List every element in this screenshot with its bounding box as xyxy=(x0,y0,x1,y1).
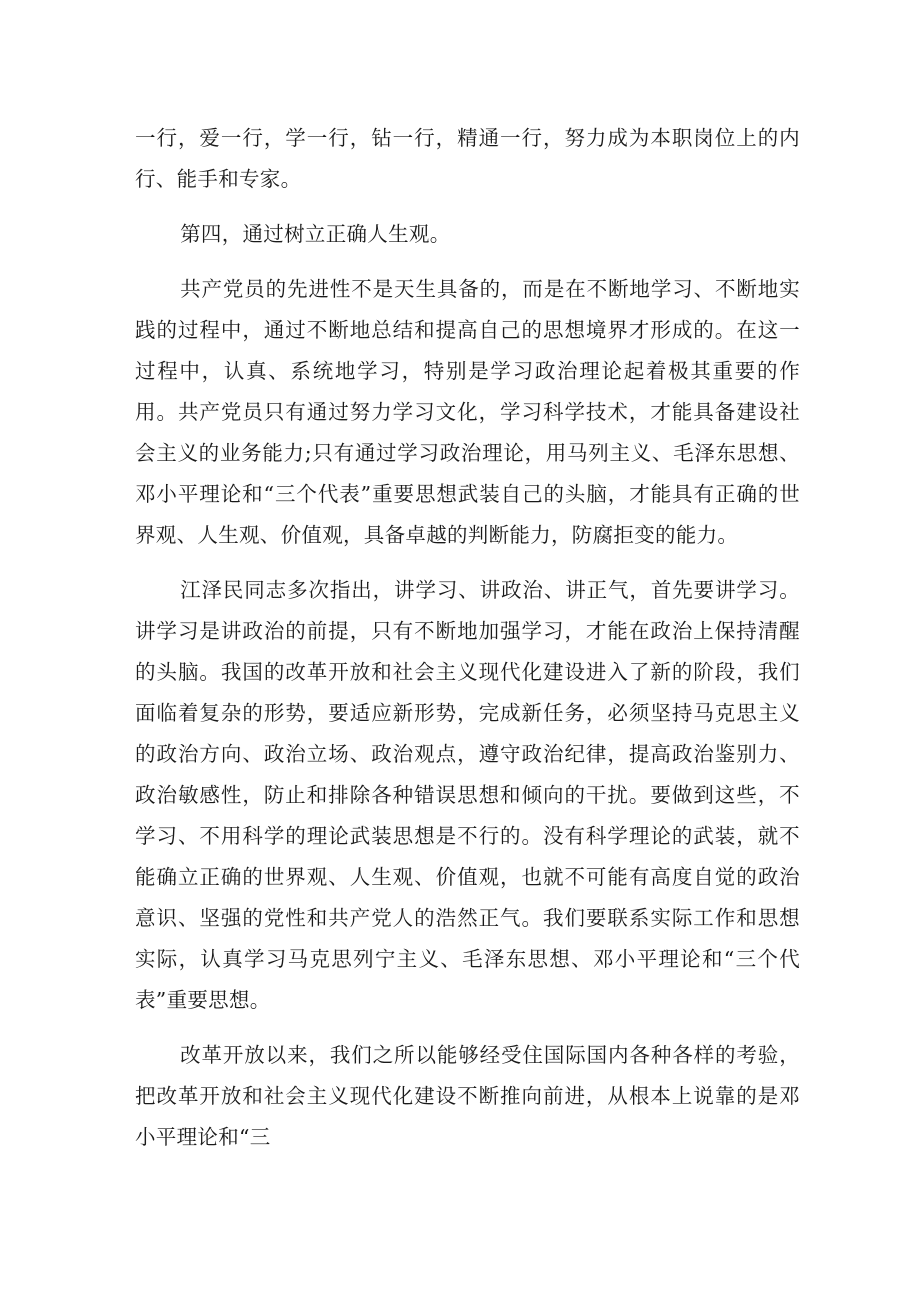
paragraph-spacer xyxy=(135,556,800,570)
paragraph-spacer xyxy=(135,255,800,269)
paragraph-spacer xyxy=(135,1021,800,1035)
document-body xyxy=(135,118,800,1158)
paragraph: 共产党员的先进性不是天生具备的，而是在不断地学习、不断地实践的过程中，通过不断地总结和提高自己的思想境界才形成的。在这一过程中，认真、系统地学习，特别是学习政治理论起着极其重要的作用。共产党员只有通过努力学习文化，学习科学技术，才能具备建设社会主义的业务能力;只有通过学习政治理论，用马列主义、毛泽东思想、邓小平理论和“三个代表”重要思想武装自己的头脑，才能具有正确的世界观、人生观、价值观，具备卓越的判断能力，防腐拒变的能力。 xyxy=(135,277,800,547)
paragraph: 改革开放以来，我们之所以能够经受住国际国内各种各样的考验，把改革开放和社会主义现代化建设不断推向前进，从根本上说靠的是邓小平理论和“三 xyxy=(135,1043,800,1149)
paragraph: 江泽民同志多次指出，讲学习、讲政治、讲正气，首先要讲学习。讲学习是讲政治的前提，只有不断地加强学习，才能在政治上保持清醒的头脑。我国的改革开放和社会主义现代化建设进入了新的阶段，我们面临着复杂的形势，要适应新形势，完成新任务，必须坚持马克思主义的政治方向、政治立场、政治观点，遵守政治纪律，提高政治鉴别力、政治敏感性，防止和排除各种错误思想和倾向的干扰。要做到这些，不学习、不用科学的理论武装思想是不行的。没有科学理论的武装，就不能确立正确的世界观、人生观、价值观，也就不可能有高度自觉的政治意识、坚强的党性和共产党人的浩然正气。我们要联系实际工作和思想实际，认真学习马克思列宁主义、毛泽东思想、邓小平理论和“三个代表”重要思想。 xyxy=(135,578,800,1012)
section-heading: 第四，通过树立正确人生观。 xyxy=(180,222,451,246)
paragraph-continuation: 一行，爱一行，学一行，钻一行，精通一行，努力成为本职岗位上的内行、能手和专家。 xyxy=(135,126,800,191)
paragraph-spacer xyxy=(135,200,800,214)
